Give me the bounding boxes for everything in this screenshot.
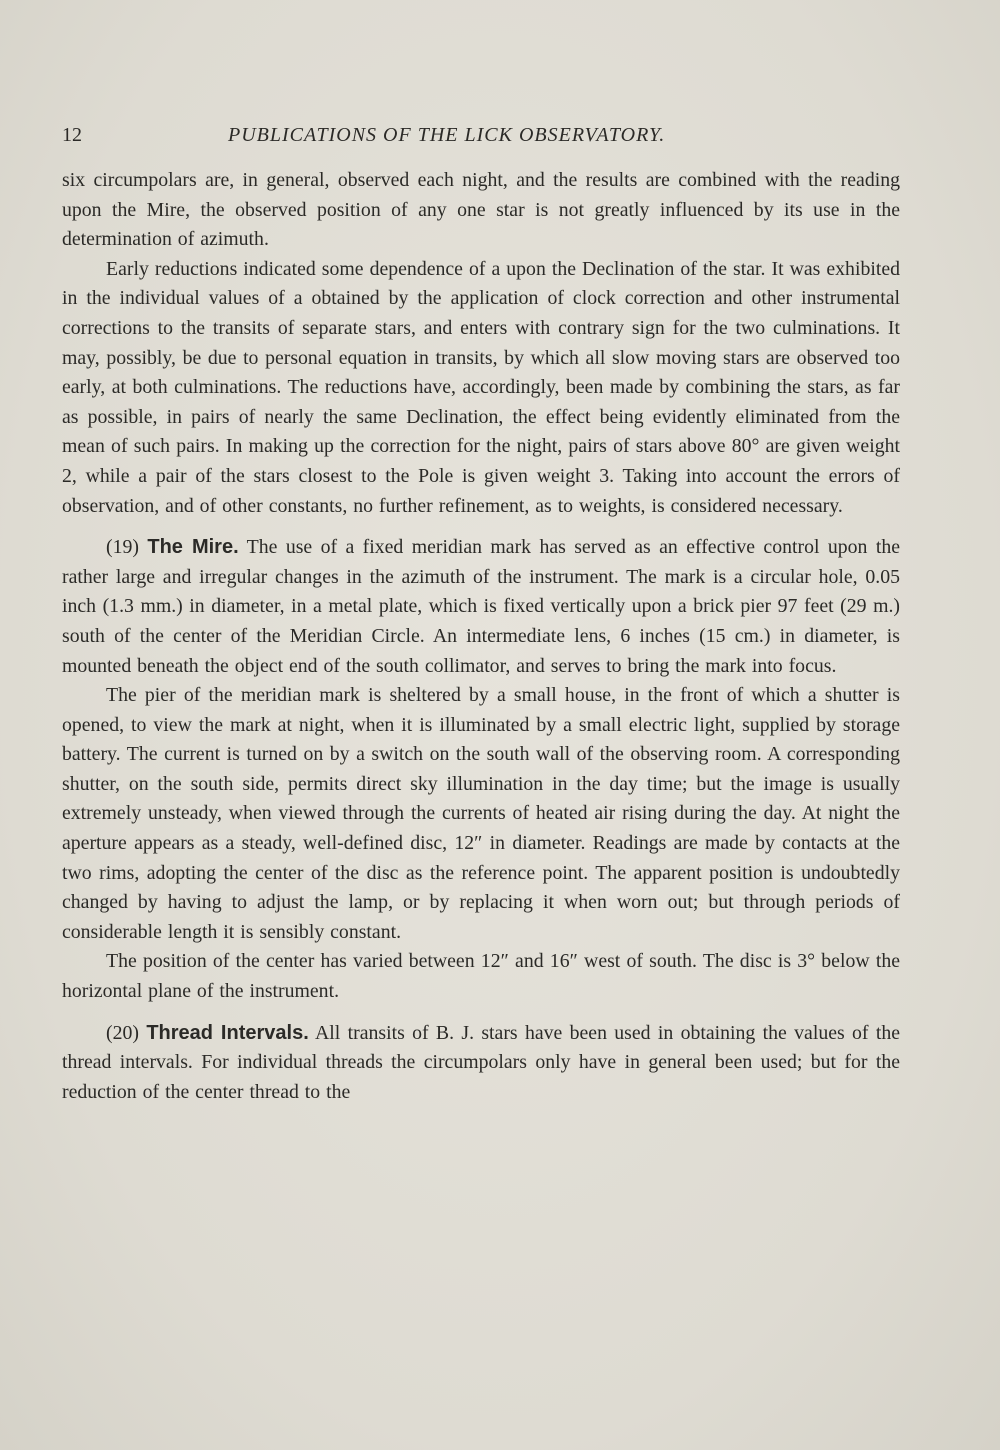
paragraph-continuation: six circumpolars are, in general, observed each night, and the results are combined with the reading upon the Mire, the observed position of any one star is not greatly influenced by its use in the determination of azimuth. (62, 169, 900, 251)
section-19-number: (19) (106, 536, 139, 559)
section-20-title: Thread Intervals. (146, 1021, 309, 1044)
paragraph-meridian-mark-pier: The pier of the meridian mark is sheltered by a small house, in the front of which a shutter is opened, to view the mark at night, when it is illuminated by a small electric light, supplied by storage battery. The current is turned on by a switch on the south wall of the observing room. A corresponding shutter, on the south side, permits direct sky illumination in the day time; but the image is usually extremely unsteady, when viewed through the currents of heated air rising during the day. At night the aperture appears as a steady, well-defined disc, 12″ in diameter. Readings are made by contacts at the two rims, adopting the center of the disc as the reference point. The apparent position is undoubtedly changed by having to adjust the lamp, or by replacing it when worn out; but through periods of considerable length it is sensibly constant. (62, 684, 900, 943)
section-20-number: (20) (106, 1021, 139, 1044)
section-19-text: The use of a fixed meridian mark has served as an effective control upon the rather large and irregular changes in the azimuth of the instrument. The mark is a circular hole, 0.05 inch (1.3 mm.) in diameter, in a metal plate, which is fixed vertically upon a brick pier 97 feet (29 m.) south of the center of the Meridian Circle. An intermediate lens, 6 inches (15 cm.) in diameter, is mounted beneath the object end of the south collimator, and serves to bring the mark into focus. (62, 536, 900, 677)
section-20-paragraph (62, 1019, 900, 1108)
section-20-text: All transits of B. J. stars have been used in obtaining the values of the thread intervals. For individual threads the circumpolars only have in general been used; but for the reduction of the center thread to the (62, 1021, 900, 1103)
paragraph-early-reductions: Early reductions indicated some dependence of a upon the Declination of the star. It was exhibited in the individual values of a obtained by the application of clock correction and other instrumental corrections to the transits of separate stars, and enters with contrary sign for the two culminations. It may, possibly, be due to personal equation in transits, by which all slow moving stars are observed too early, at both culminations. The reductions have, accordingly, been made by combining the stars, as far as possible, in pairs of nearly the same Declination, the effect being evidently eliminated from the mean of such pairs. In making up the correction for the night, pairs of stars above 80° are given weight 2, while a pair of the stars closest to the Pole is given weight 3. Taking into account the errors of observation, and of other constants, no further refinement, as to weights, is considered necessary. (62, 257, 900, 517)
running-title: PUBLICATIONS OF THE LICK OBSERVATORY. (228, 124, 666, 146)
section-19-title: The Mire. (147, 536, 239, 559)
section-19-paragraph (62, 533, 900, 681)
body-text (62, 166, 900, 1107)
page-number: 12 (62, 124, 82, 146)
paragraph-center-position: The position of the center has varied between 12″ and 16″ west of south. The disc is 3° below the horizontal plane of the instrument. (62, 950, 900, 1003)
page-header (62, 124, 900, 150)
